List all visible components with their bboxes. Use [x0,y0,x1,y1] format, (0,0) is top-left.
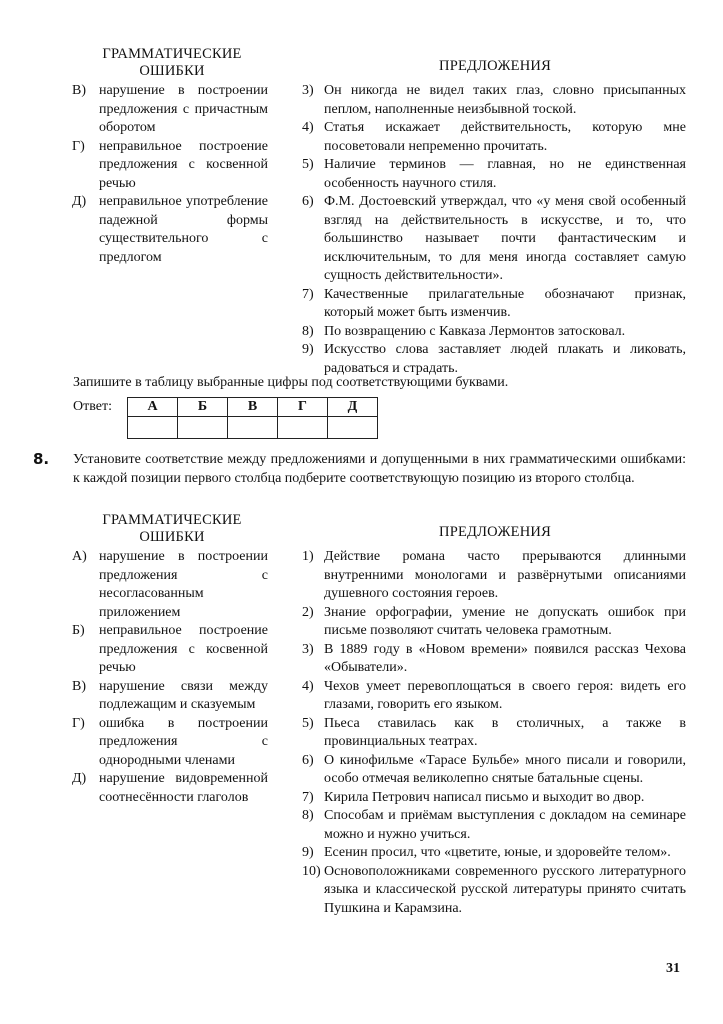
sentence-marker: 4) [302,120,314,135]
answer-cell-a[interactable] [128,417,178,439]
answer-cell-g[interactable] [278,417,328,439]
error-item [72,138,268,194]
error-item [72,548,268,622]
errors-list-bottom [72,548,268,807]
error-marker: В) [72,83,86,98]
sentence-item [302,341,686,378]
error-item [72,82,268,138]
sentence-marker: 4) [302,678,314,694]
sentence-marker: 3) [302,641,314,657]
task-number: 8. [33,450,50,468]
error-text: неправильное употребление падежной формы существительного с предлогом [99,194,268,265]
sentence-text: Искусство слова заставляет людей плакать и ликовать, радоваться и страдать. [324,342,686,376]
answer-instruction: Запишите в таблицу выбранные цифры под соответствующими буквами. [73,375,509,390]
error-marker: Г) [72,715,85,731]
sentence-marker: 1) [302,549,314,564]
sentence-marker: 10) [302,863,321,879]
error-marker: В) [72,678,86,694]
errors-heading-line2: ОШИБКИ [139,63,205,79]
sentence-item [302,323,686,342]
sentence-text: Ф.М. Достоевский утверждал, что «у меня свой особенный взгляд на действительность в искусстве, и то, что большинство называет почти фантастическим и исключительным, то для меня иногда составляет самую сущность действительности». [324,194,686,283]
sentence-item [302,82,686,119]
sentence-text: Действие романа часто прерываются длинными внутренними монологами и развёрнутыми описаниями душевного состояния героев. [324,549,686,601]
sentence-item [302,548,686,604]
sentence-item [302,715,686,752]
sentence-item [302,807,686,844]
error-text: ошибка в построении предложения с однородными членами [99,715,268,768]
sentence-text: Качественные прилагательные обозначают признак, который может быть изменчив. [324,286,686,320]
answer-col-a: А [128,398,178,417]
sentence-marker: 2) [302,604,314,620]
answer-col-b: Б [178,398,228,417]
error-marker: Б) [72,623,85,638]
sentence-text: Основоположниками современного русского литературного языка и классической русской литературы принято считать Пушкина и Карамзина. [324,863,686,916]
sentence-item [302,156,686,193]
sentence-text: Наличие терминов — главная, но не единственная особенность научного стиля. [324,157,686,191]
sentence-marker: 9) [302,845,314,860]
error-marker: Д) [72,194,87,209]
answer-col-d: Д [328,398,378,417]
answer-table-header-row [128,398,378,417]
answer-table [127,397,378,439]
error-text: неправильное построение предложения с косвенной речью [99,138,268,191]
sentence-text: В 1889 году в «Новом времени» появился рассказ Чехова «Обыватели». [324,641,686,675]
sentence-text: Знание орфографии, умение не допускать ошибок при письме позволяют считать человека грамотным. [324,604,686,638]
sentence-text: Он никогда не видел таких глаз, словно присыпанных пеплом, наполненные неизбывной тоской. [324,83,686,117]
sentence-item [302,193,686,286]
error-text: нарушение видовременной соотнесённости глаголов [99,771,268,805]
sentence-text: Статья искажает действительность, которую мне посоветовали непременно прочитать. [324,120,686,154]
sentence-text: Есенин просил, что «цветите, юные, и здоровейте телом». [324,845,671,860]
error-text: нарушение в построении предложения с причастным оборотом [99,83,268,135]
sentences-list-top [302,82,686,378]
error-marker: А) [72,549,87,564]
sentence-item [302,789,686,808]
errors-heading-line2: ОШИБКИ [139,529,205,545]
sentence-text: Способам и приёмам выступления с докладом на семинаре можно и нужно учиться. [324,808,686,842]
errors-heading-top [72,46,272,80]
sentence-item [302,286,686,323]
sentence-item [302,844,686,863]
sentence-marker: 6) [302,194,314,209]
sentence-item [302,678,686,715]
errors-heading-line1: ГРАММАТИЧЕСКИЕ [102,46,242,62]
error-marker: Д) [72,771,87,786]
sentence-marker: 5) [302,157,314,172]
error-text: неправильное построение предложения с косвенной речью [99,623,268,675]
errors-list-top [72,82,268,267]
answer-cell-v[interactable] [228,417,278,439]
sentence-item [302,863,686,919]
page-number: 31 [666,961,680,976]
sentence-item [302,119,686,156]
sentences-heading-top: ПРЕДЛОЖЕНИЯ [439,58,551,74]
sentence-marker: 3) [302,83,314,98]
sentence-marker: 7) [302,789,314,805]
error-item [72,193,268,267]
sentences-list-bottom [302,548,686,918]
sentence-text: Чехов умеет перевоплощаться в своего героя: видеть его глазами, говорить его языком. [324,678,686,712]
sentence-text: Кирила Петрович написал письмо и выходит во двор. [324,789,645,805]
sentence-item [302,752,686,789]
errors-heading-bottom [72,512,272,546]
sentence-marker: 6) [302,752,314,768]
error-item [72,622,268,678]
error-item [72,715,268,771]
sentence-marker: 8) [302,808,314,823]
error-item [72,770,268,807]
answer-table-value-row [128,417,378,439]
sentence-marker: 7) [302,286,314,302]
sentence-text: По возвращению с Кавказа Лермонтов затосковал. [324,323,626,339]
answer-cell-b[interactable] [178,417,228,439]
sentence-marker: 9) [302,342,314,357]
sentence-text: Пьеса ставилась как в столичных, а также в провинциальных театрах. [324,715,686,749]
sentence-item [302,604,686,641]
sentence-item [302,641,686,678]
sentence-text: О кинофильме «Тарасе Бульбе» много писали и говорили, особо отмечая великолепно снятые батальные сцены. [324,752,686,786]
error-item [72,678,268,715]
sentence-marker: 8) [302,323,314,339]
sentences-heading-bottom: ПРЕДЛОЖЕНИЯ [439,524,551,540]
error-text: нарушение связи между подлежащим и сказуемым [99,678,268,712]
task-prompt: Установите соответствие между предложениями и допущенными в них грамматическими ошибками: к каждой позиции первого столбца подберите соответствующую позицию из второго столбца. [73,452,686,486]
answer-col-v: В [228,398,278,417]
answer-col-g: Г [278,398,328,417]
sentence-marker: 5) [302,715,314,731]
answer-label: Ответ: [73,399,112,414]
error-marker: Г) [72,138,85,154]
errors-heading-line1: ГРАММАТИЧЕСКИЕ [102,512,242,528]
answer-cell-d[interactable] [328,417,378,439]
error-text: нарушение в построении предложения с несогласованным приложением [99,549,268,620]
